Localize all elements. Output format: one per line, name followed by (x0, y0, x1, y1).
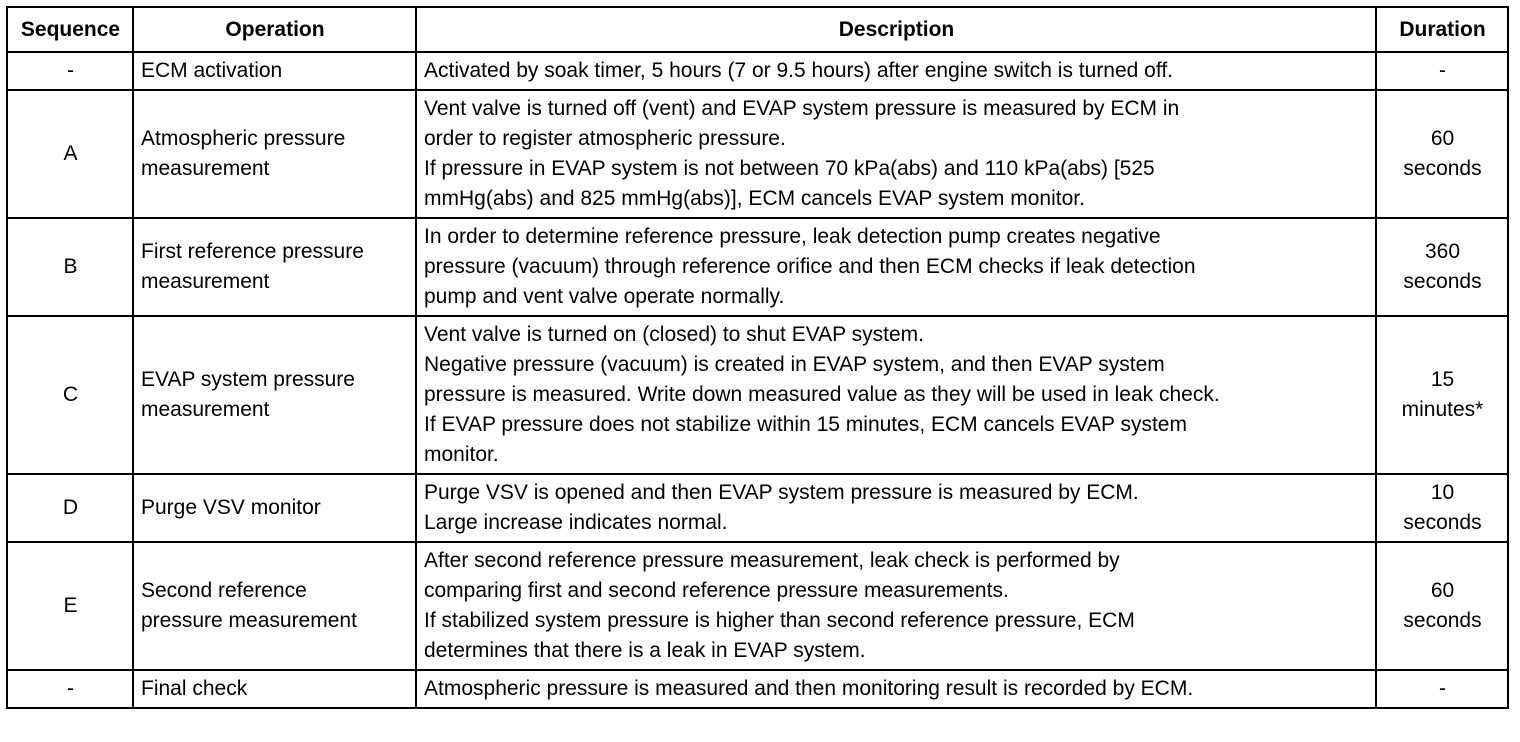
description-cell (416, 670, 1376, 708)
description-line: comparing first and second reference pressure measurements. (424, 579, 1009, 602)
duration-cell (1376, 542, 1508, 670)
operation-line: measurement (141, 398, 270, 421)
table-row (7, 316, 1508, 474)
duration-cell (1376, 316, 1508, 474)
sequence-cell: E (7, 542, 133, 670)
duration-line: seconds (1403, 609, 1482, 632)
operation-cell (133, 316, 416, 474)
description-line: If stabilized system pressure is higher than second reference pressure, ECM (424, 609, 1135, 632)
description-line: determines that there is a leak in EVAP system. (424, 639, 866, 662)
header-operation: Operation (133, 7, 416, 52)
operation-cell (133, 542, 416, 670)
description-line: After second reference pressure measurement, leak check is performed by (424, 549, 1120, 572)
description-line: order to register atmospheric pressure. (424, 127, 786, 150)
description-cell (416, 474, 1376, 542)
operation-cell (133, 474, 416, 542)
operation-line: Second reference (141, 579, 307, 602)
description-line: Purge VSV is opened and then EVAP system pressure is measured by ECM. (424, 481, 1139, 504)
description-line: Vent valve is turned on (closed) to shut EVAP system. (424, 323, 924, 346)
table-row (7, 218, 1508, 316)
duration-line: seconds (1403, 511, 1482, 534)
duration-line: - (1439, 59, 1446, 82)
description-line: If EVAP pressure does not stabilize within 15 minutes, ECM cancels EVAP system (424, 413, 1187, 436)
evap-monitor-table (6, 6, 1509, 709)
operation-line: EVAP system pressure (141, 368, 355, 391)
description-line: Atmospheric pressure is measured and then monitoring result is recorded by ECM. (424, 677, 1194, 700)
table-row (7, 90, 1508, 218)
duration-line: 10 (1430, 481, 1455, 504)
description-cell (416, 542, 1376, 670)
duration-line: - (1439, 677, 1446, 700)
sequence-cell: - (7, 52, 133, 90)
description-line: In order to determine reference pressure, leak detection pump creates negative (424, 225, 1161, 248)
operation-cell (133, 90, 416, 218)
sequence-cell: - (7, 670, 133, 708)
description-line: Vent valve is turned off (vent) and EVAP system pressure is measured by ECM in (424, 97, 1180, 120)
table-row (7, 542, 1508, 670)
sequence-cell: A (7, 90, 133, 218)
description-line: monitor. (424, 443, 499, 466)
operation-line: First reference pressure (141, 240, 364, 263)
duration-line: minutes* (1401, 398, 1484, 421)
header-description: Description (416, 7, 1376, 52)
duration-cell (1376, 52, 1508, 90)
operation-line: Purge VSV monitor (141, 496, 321, 519)
operation-line: ECM activation (141, 59, 283, 82)
operation-line: measurement (141, 157, 270, 180)
operation-line: pressure measurement (141, 609, 357, 632)
duration-cell (1376, 90, 1508, 218)
duration-cell (1376, 670, 1508, 708)
description-line: mmHg(abs) and 825 mmHg(abs)], ECM cancels EVAP system monitor. (424, 187, 1085, 210)
table-row (7, 670, 1508, 708)
evap-monitor-table-container (6, 6, 1507, 709)
operation-cell (133, 670, 416, 708)
description-line: pump and vent valve operate normally. (424, 285, 785, 308)
operation-line: measurement (141, 270, 270, 293)
duration-line: 60 (1430, 127, 1455, 150)
description-line: Negative pressure (vacuum) is created in EVAP system, and then EVAP system (424, 353, 1165, 376)
header-sequence: Sequence (7, 7, 133, 52)
description-cell (416, 316, 1376, 474)
header-duration: Duration (1376, 7, 1508, 52)
description-line: Large increase indicates normal. (424, 511, 728, 534)
description-line: pressure (vacuum) through reference orifice and then ECM checks if leak detection (424, 255, 1196, 278)
description-line: Activated by soak timer, 5 hours (7 or 9.5 hours) after engine switch is turned off. (424, 59, 1173, 82)
table-row (7, 474, 1508, 542)
description-cell (416, 90, 1376, 218)
description-cell (416, 218, 1376, 316)
duration-cell (1376, 218, 1508, 316)
duration-line: seconds (1403, 157, 1482, 180)
sequence-cell: D (7, 474, 133, 542)
operation-cell (133, 52, 416, 90)
table-row (7, 52, 1508, 90)
sequence-cell: C (7, 316, 133, 474)
description-cell (416, 52, 1376, 90)
duration-line: 60 (1430, 579, 1455, 602)
duration-line: 15 (1430, 368, 1455, 391)
sequence-cell: B (7, 218, 133, 316)
duration-line: seconds (1403, 270, 1482, 293)
duration-line: 360 (1424, 240, 1461, 263)
operation-cell (133, 218, 416, 316)
operation-line: Final check (141, 677, 248, 700)
duration-cell (1376, 474, 1508, 542)
header-row (7, 7, 1508, 52)
description-line: If pressure in EVAP system is not between 70 kPa(abs) and 110 kPa(abs) [525 (424, 157, 1155, 180)
operation-line: Atmospheric pressure (141, 127, 346, 150)
description-line: pressure is measured. Write down measured value as they will be used in leak check. (424, 383, 1220, 406)
